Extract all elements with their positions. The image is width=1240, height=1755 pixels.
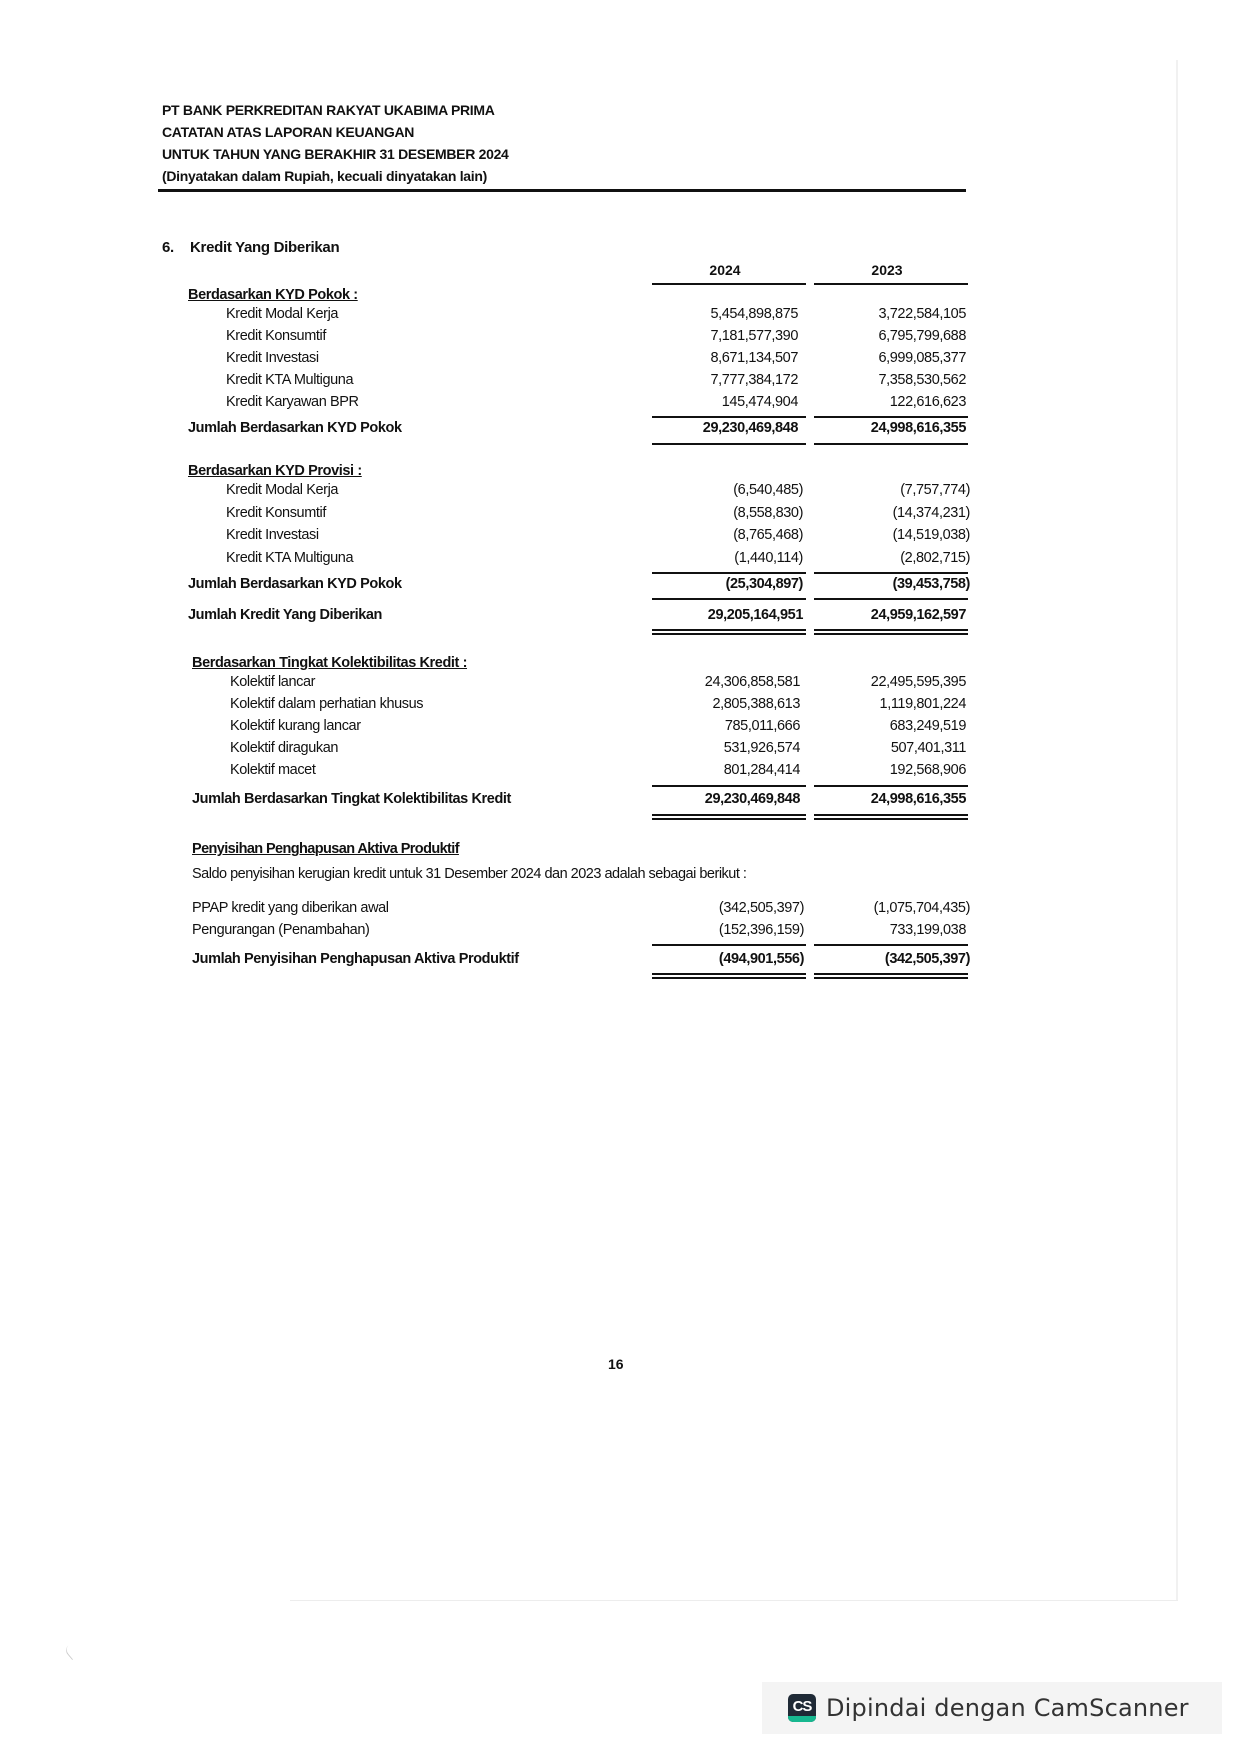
kyd-provisi-heading: Berdasarkan KYD Provisi : (188, 463, 362, 479)
value-2023: (14,519,038) (892, 527, 970, 543)
value-2024: 801,284,414 (723, 762, 800, 778)
value-2024: (6,540,485) (733, 482, 803, 498)
value-2024: 29,230,469,848 (704, 791, 800, 807)
row-label: Jumlah Penyisihan Penghapusan Aktiva Produktif (192, 951, 519, 967)
section-title-text: Kredit Yang Diberikan (190, 239, 340, 256)
value-2024: 5,454,898,875 (710, 306, 798, 322)
row-label: Kredit Karyawan BPR (226, 394, 359, 410)
table-row (0, 482, 1240, 504)
total-rule (814, 443, 968, 445)
row-label: Pengurangan (Penambahan) (192, 922, 370, 938)
kolektibilitas-heading: Berdasarkan Tingkat Kolektibilitas Kredit : (192, 655, 468, 671)
section-number: 6. (162, 239, 174, 256)
value-2024: 8,671,134,507 (710, 350, 798, 366)
grand-total-row (0, 607, 1240, 629)
table-row (0, 306, 1240, 328)
value-2023: 22,495,595,395 (870, 674, 966, 690)
section-title (162, 239, 339, 256)
subtotal-rule (814, 785, 968, 787)
currency-note: (Dinyatakan dalam Rupiah, kecuali dinyatakan lain) (162, 168, 487, 184)
total-row (0, 791, 1240, 813)
row-label: Jumlah Kredit Yang Diberikan (188, 607, 383, 623)
table-row (0, 762, 1240, 784)
table-row (0, 696, 1240, 718)
report-period: UNTUK TAHUN YANG BERAKHIR 31 DESEMBER 2024 (162, 146, 509, 162)
value-2024: (494,901,556) (718, 951, 804, 967)
total-rule (652, 598, 806, 600)
value-2023: 7,358,530,562 (878, 372, 966, 388)
scan-page-edge (1176, 60, 1178, 1600)
row-label: Kolektif lancar (230, 674, 316, 690)
value-2023: 24,998,616,355 (870, 420, 966, 436)
value-2024: 29,230,469,848 (702, 420, 798, 436)
double-underline (814, 814, 968, 820)
ppap-description: Saldo penyisihan kerugian kredit untuk 31 Desember 2024 dan 2023 adalah sebagai berikut : (192, 866, 747, 882)
scan-page-edge-bottom (290, 1600, 1178, 1601)
row-label: Kredit Investasi (226, 527, 319, 543)
value-2023: (2,802,715) (900, 550, 970, 566)
value-2023: (39,453,758) (892, 576, 970, 592)
row-label: Kredit Modal Kerja (226, 306, 339, 322)
table-row (0, 740, 1240, 762)
value-2024: 7,777,384,172 (710, 372, 798, 388)
value-2023: 1,119,801,224 (879, 696, 966, 712)
camscanner-watermark (762, 1682, 1222, 1734)
subtotal-rule (814, 416, 968, 418)
double-underline (652, 814, 806, 820)
header-divider (158, 189, 966, 192)
total-rule (652, 443, 806, 445)
report-title: CATATAN ATAS LAPORAN KEUANGAN (162, 124, 415, 140)
value-2023: 507,401,311 (890, 740, 966, 756)
kyd-pokok-heading: Berdasarkan KYD Pokok : (188, 287, 358, 303)
value-2024: (152,396,159) (718, 922, 804, 938)
table-row (0, 674, 1240, 696)
row-label: Kredit Konsumtif (226, 505, 326, 521)
subtotal-rule (652, 944, 806, 946)
table-row (0, 550, 1240, 572)
value-2024: (25,304,897) (725, 576, 803, 592)
camscanner-logo-icon: CS (788, 1694, 816, 1722)
ppap-heading: Penyisihan Penghapusan Aktiva Produktif (192, 841, 459, 857)
value-2023: 6,999,085,377 (878, 350, 966, 366)
row-label: Kredit Investasi (226, 350, 319, 366)
row-label: Jumlah Berdasarkan Tingkat Kolektibilitas Kredit (192, 791, 511, 807)
subtotal-rule (814, 944, 968, 946)
value-2024: 2,805,388,613 (712, 696, 800, 712)
value-2023: 24,998,616,355 (870, 791, 966, 807)
value-2023: 733,199,038 (889, 922, 966, 938)
report-header (162, 99, 509, 187)
row-label: Kolektif dalam perhatian khusus (230, 696, 424, 712)
column-header-2024: 2024 (709, 262, 741, 278)
table-row (0, 350, 1240, 372)
value-2024: (8,558,830) (733, 505, 803, 521)
double-underline (814, 629, 968, 635)
value-2024: 24,306,858,581 (704, 674, 800, 690)
row-label: PPAP kredit yang diberikan awal (192, 900, 389, 916)
row-label: Kolektif macet (230, 762, 316, 778)
company-name: PT BANK PERKREDITAN RAKYAT UKABIMA PRIMA (162, 102, 495, 118)
table-row (0, 922, 1240, 944)
table-row (0, 900, 1240, 922)
value-2023: (14,374,231) (892, 505, 970, 521)
value-2023: (342,505,397) (884, 951, 970, 967)
total-rule (814, 598, 968, 600)
value-2023: 6,795,799,688 (878, 328, 966, 344)
camscanner-text: Dipindai dengan CamScanner (826, 1694, 1189, 1722)
page-number: 16 (608, 1356, 624, 1372)
value-2024: 145,474,904 (721, 394, 798, 410)
row-label: Jumlah Berdasarkan KYD Pokok (188, 576, 402, 592)
row-label: Kredit Konsumtif (226, 328, 326, 344)
table-row (0, 505, 1240, 527)
value-2024: (8,765,468) (733, 527, 803, 543)
table-row (0, 394, 1240, 416)
value-2023: (7,757,774) (900, 482, 970, 498)
total-row (0, 576, 1240, 598)
row-label: Kredit Modal Kerja (226, 482, 339, 498)
row-label: Jumlah Berdasarkan KYD Pokok (188, 420, 402, 436)
column-header-rule (814, 283, 968, 285)
total-row (0, 420, 1240, 442)
value-2023: 3,722,584,105 (878, 306, 966, 322)
value-2024: 531,926,574 (723, 740, 800, 756)
value-2023: 24,959,162,597 (870, 607, 966, 623)
value-2023: (1,075,704,435) (873, 900, 970, 916)
column-header-2023: 2023 (871, 262, 903, 278)
value-2024: (1,440,114) (734, 550, 803, 566)
value-2024: 785,011,666 (724, 718, 800, 734)
column-header-rule (652, 283, 806, 285)
double-underline (814, 973, 968, 979)
value-2023: 683,249,519 (889, 718, 966, 734)
table-row (0, 328, 1240, 350)
value-2023: 192,568,906 (889, 762, 966, 778)
subtotal-rule (652, 416, 806, 418)
row-label: Kredit KTA Multiguna (226, 372, 354, 388)
double-underline (652, 629, 806, 635)
value-2023: 122,616,623 (889, 394, 966, 410)
scan-artifact (63, 1640, 83, 1660)
table-row (0, 527, 1240, 549)
row-label: Kolektif diragukan (230, 740, 339, 756)
subtotal-rule (652, 785, 806, 787)
total-row (0, 951, 1240, 973)
double-underline (652, 973, 806, 979)
subtotal-rule (814, 572, 968, 574)
row-label: Kolektif kurang lancar (230, 718, 361, 734)
table-row (0, 372, 1240, 394)
value-2024: (342,505,397) (718, 900, 804, 916)
subtotal-rule (652, 572, 806, 574)
row-label: Kredit KTA Multiguna (226, 550, 354, 566)
value-2024: 7,181,577,390 (710, 328, 798, 344)
value-2024: 29,205,164,951 (707, 607, 803, 623)
table-row (0, 718, 1240, 740)
